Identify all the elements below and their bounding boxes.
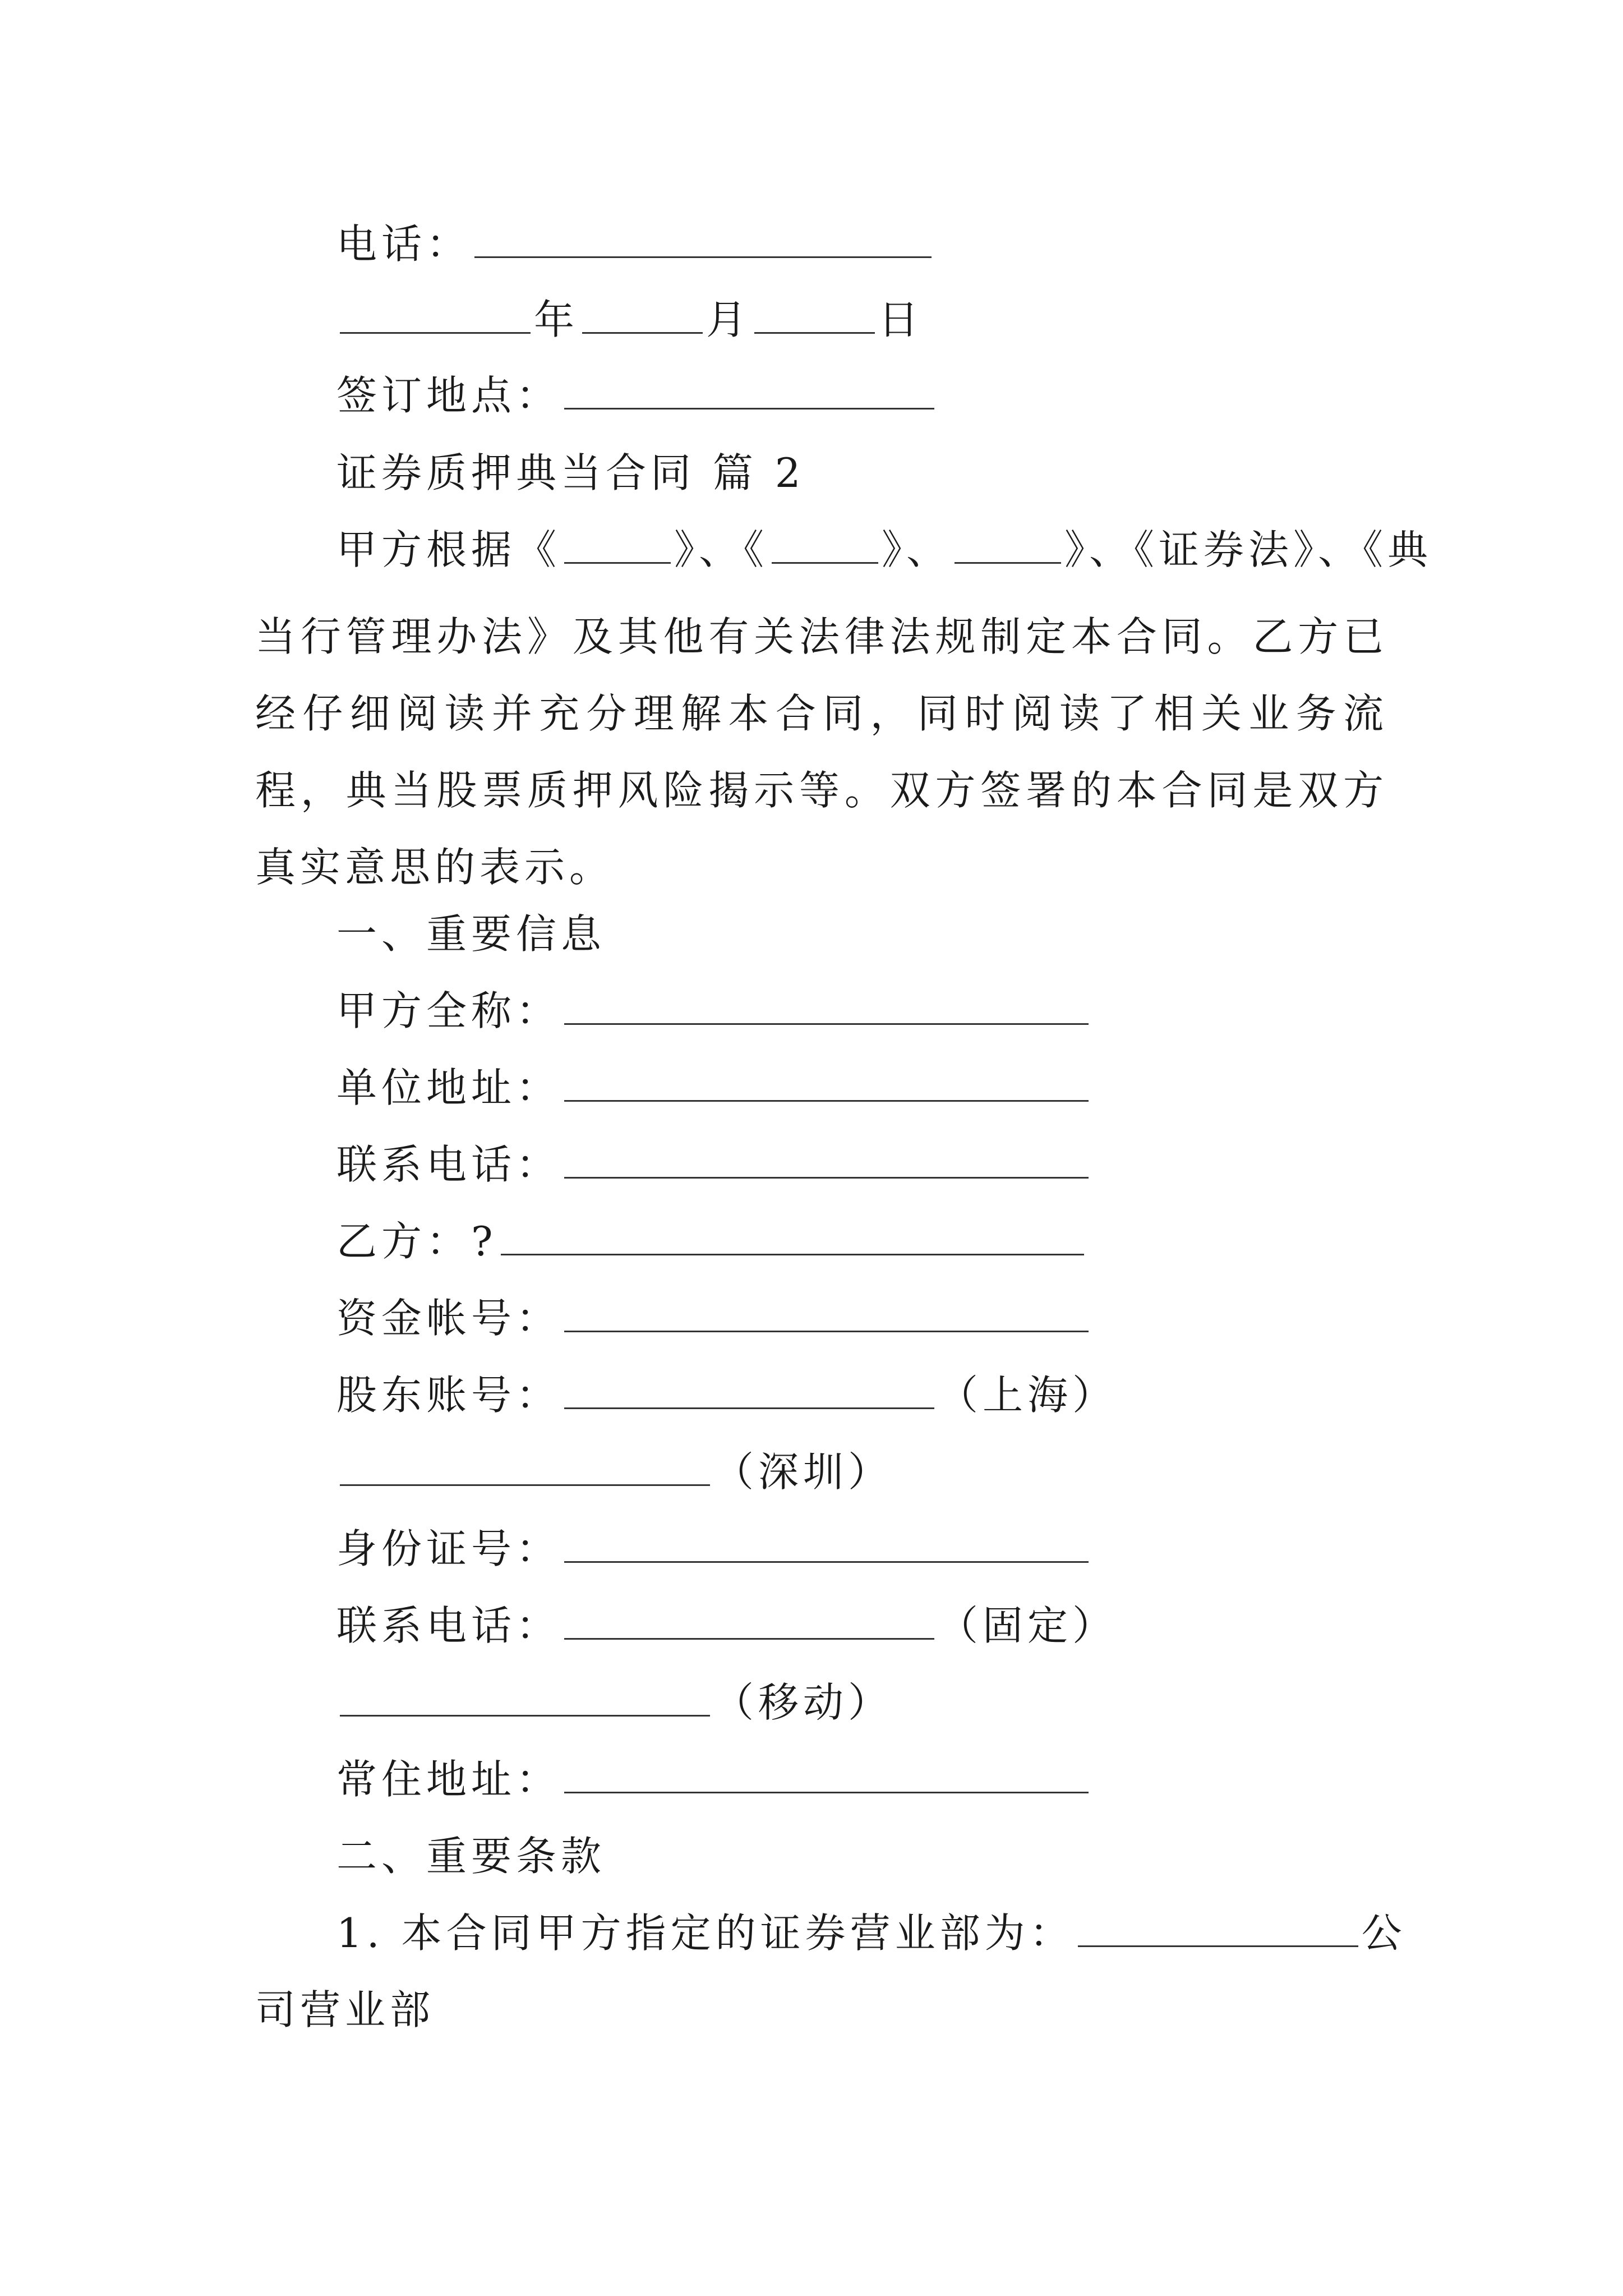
contact-phone2-label: 联系电话： [336,1602,561,1649]
shareholder-account-line [336,1367,1117,1423]
place-line [336,367,938,424]
month-blank [582,293,703,334]
shareholder-account-label: 股东账号： [336,1372,561,1419]
shenzhen-blank [340,1445,710,1486]
term-item-1 [336,1905,1407,1961]
address-label: 单位地址： [336,1064,561,1111]
fund-account-line [336,1290,1092,1346]
place-label: 签订地点： [336,372,561,419]
address-blank [564,1061,1089,1102]
place-blank [564,369,934,409]
mobile-blank [340,1676,710,1717]
contact-phone2-line [336,1598,1117,1654]
party-b-line [336,1213,1087,1269]
id-number-blank [564,1522,1089,1563]
intro-paragraph: 当行管理办法》及其他有关法律法规制定本合同。乙方已经仔细阅读并充分理解本合同，同时阅读了相关业务流程，典当股票质押风险揭示等。双方签署的本合同是双方真实意思的表示。 [255,613,1388,891]
fixed-label: （固定） [938,1602,1118,1649]
intro-text-a: 甲方根据《 [336,526,561,573]
fund-account-blank [564,1291,1089,1332]
term-item-1-text: 1. 本合同甲方指定的证券营业部为： [336,1910,1075,1957]
contact-phone-blank [564,1138,1089,1179]
important-info-heading: 一、重要信息 [336,910,606,958]
phone-blank [474,217,932,258]
section-title: 证券质押典当合同 篇 2 [336,449,805,496]
branch-blank [1078,1906,1358,1947]
phone-label: 电话： [336,220,472,268]
party-b-blank [501,1214,1084,1255]
law-blank-1 [564,523,671,564]
date-day: 日 [878,296,924,343]
shenzhen-label: （深圳） [713,1448,893,1496]
party-a-name-blank [564,984,1089,1025]
date-year: 年 [534,296,579,343]
id-number-line [336,1521,1092,1577]
important-terms-heading: 二、重要条款 [336,1833,606,1880]
shanghai-blank [564,1368,934,1409]
fixed-blank [564,1599,934,1640]
party-b-label: 乙方：? [336,1218,497,1265]
intro-text-b: 》、《 [674,526,769,573]
fund-account-label: 资金帐号： [336,1295,561,1342]
intro-text-d: 》、《证券法》、《典 [1064,526,1433,573]
mobile-label: （移动） [713,1679,893,1726]
shanghai-label: （上海） [938,1372,1118,1419]
intro-text-c: 》、 [882,526,952,573]
contact-phone-label: 联系电话： [336,1141,561,1188]
address-line [336,1060,1092,1116]
id-number-label: 身份证号： [336,1525,561,1572]
intro-first-line [336,522,1432,578]
party-a-name-label: 甲方全称： [336,987,561,1034]
law-blank-3 [955,523,1061,564]
term-item-1-tail: 公 [1361,1910,1407,1957]
term-item-1-continuation: 司营业部 [255,1986,435,2033]
residence-blank [564,1752,1089,1793]
law-blank-2 [772,523,878,564]
date-month: 月 [706,296,751,343]
year-blank [340,293,531,334]
day-blank [754,293,875,334]
contact-phone-line [336,1137,1092,1193]
shenzhen-line [336,1444,893,1500]
mobile-line [336,1674,893,1731]
date-line [336,292,923,348]
residence-label: 常住地址： [336,1756,561,1803]
party-a-name-line [336,983,1092,1039]
phone-line [336,216,935,272]
residence-line [336,1751,1092,1807]
